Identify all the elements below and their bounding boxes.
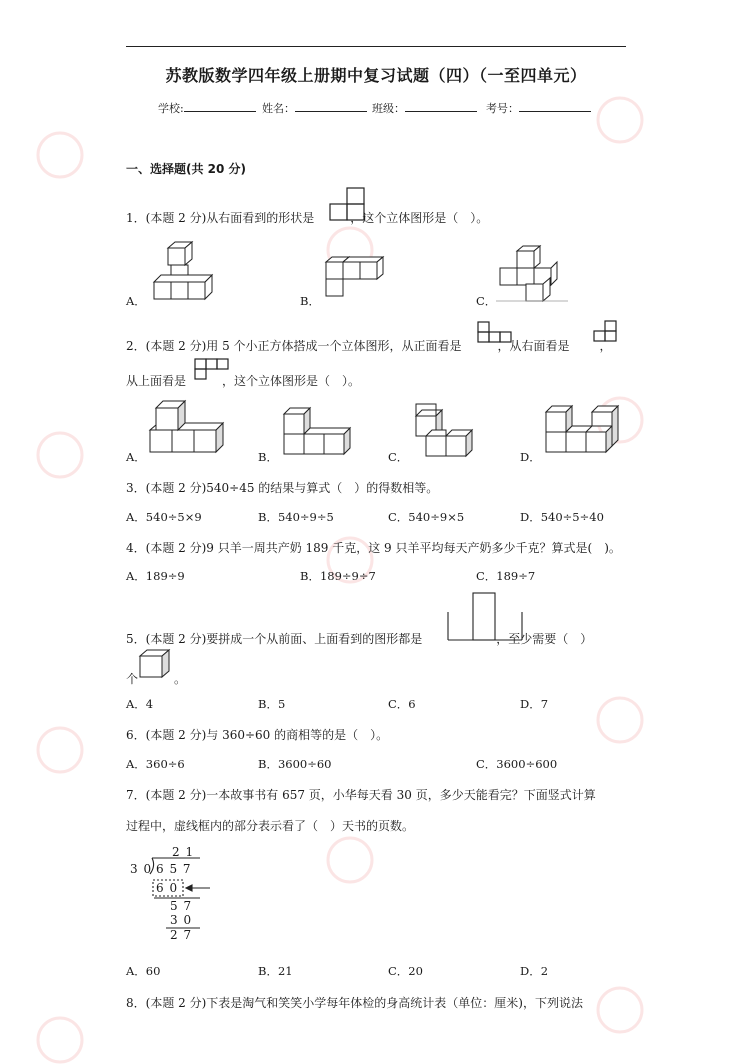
- q5-stem: 5．(本题 2 分)要拼成一个从前面、上面看到的图形都是 ，至少需要（ ）: [126, 632, 593, 646]
- q2-option-c-figure: [412, 402, 476, 458]
- q2-front-view-figure: [477, 321, 517, 343]
- division-quotient: 2 1: [172, 845, 195, 859]
- q2-option-b-figure: [280, 406, 352, 458]
- q1-option-c[interactable]: C．: [476, 294, 497, 308]
- q3-option-a[interactable]: A．540÷5×9: [126, 510, 202, 524]
- q3-option-c[interactable]: C．540÷9×5: [388, 510, 465, 524]
- q7-option-d[interactable]: D．2: [520, 964, 549, 978]
- q4-option-c[interactable]: C．189÷7: [476, 569, 536, 583]
- q3-option-d[interactable]: D．540÷5÷40: [520, 510, 604, 524]
- class-field[interactable]: 班级：: [372, 100, 477, 116]
- name-field[interactable]: 姓名：: [262, 100, 367, 116]
- section-title: 一、选择题(共 20 分): [126, 162, 247, 176]
- q7-option-a[interactable]: A．60: [126, 964, 161, 978]
- q2-option-b[interactable]: B．: [258, 450, 278, 464]
- q2-right-view-figure: [593, 320, 621, 342]
- q2-top-view-figure: [194, 358, 230, 382]
- q8-stem: 8．(本题 2 分)下表是淘气和笑笑小学每年体检的身高统计表（单位：厘米)，下列说法: [126, 996, 583, 1010]
- division-step-1: 6 0: [156, 881, 179, 895]
- q4-option-a[interactable]: A．189÷9: [126, 569, 185, 583]
- division-divisor: 3 0: [130, 862, 153, 876]
- q1-option-a[interactable]: A．: [126, 294, 146, 308]
- q1-stem: 1．(本题 2 分)从右面看到的形状是 ，这个立体图形是（ ）。: [126, 211, 489, 225]
- exam-number-field[interactable]: 考号：: [486, 100, 591, 116]
- q4-stem: 4．(本题 2 分)9 只羊一周共产奶 189 千克，这 9 只羊平均每天产奶多少千克？算式是( )。: [126, 541, 621, 555]
- q1-option-c-figure: [496, 246, 576, 302]
- q5-cube-icon: [138, 649, 172, 679]
- q2-option-a-figure: [146, 398, 230, 458]
- q6-stem: 6．(本题 2 分)与 360÷60 的商相等的是（ ）。: [126, 728, 389, 742]
- q6-option-a[interactable]: A．360÷6: [126, 757, 185, 771]
- q5-option-b[interactable]: B．5: [258, 697, 286, 711]
- q6-option-c[interactable]: C．3600÷600: [476, 757, 558, 771]
- q7-stem-line2: 过程中，虚线框内的部分表示看了（ ）天书的页数。: [126, 819, 415, 833]
- q1-option-a-figure: [150, 242, 220, 302]
- school-field[interactable]: 学校:: [158, 100, 256, 116]
- q5-option-d[interactable]: D．7: [520, 697, 549, 711]
- q2-stem-line2: 从上面看是 ，这个立体图形是（ ）。: [126, 374, 361, 388]
- division-step-3: 3 0: [170, 913, 193, 927]
- q3-option-b[interactable]: B．540÷9÷5: [258, 510, 334, 524]
- q4-option-b[interactable]: B．189÷9÷7: [300, 569, 376, 583]
- division-dividend: 6 5 7: [156, 862, 192, 876]
- q2-option-d-figure: [542, 404, 622, 458]
- q5-view-figure: [446, 592, 524, 642]
- q7-option-c[interactable]: C．20: [388, 964, 423, 978]
- q2-option-a[interactable]: A．: [126, 450, 146, 464]
- q2-option-c[interactable]: C．: [388, 450, 409, 464]
- q3-stem: 3．(本题 2 分)540÷45 的结果与算式（ ）的得数相等。: [126, 481, 439, 495]
- q7-option-b[interactable]: B．21: [258, 964, 293, 978]
- q5-option-c[interactable]: C．6: [388, 697, 416, 711]
- q1-option-b[interactable]: B．: [300, 294, 320, 308]
- header-rule: [126, 46, 626, 47]
- q5-option-a[interactable]: A．4: [126, 697, 154, 711]
- q2-stem-line1: 2．(本题 2 分)用 5 个小正方体搭成一个立体图形，从正面看是 ，从右面看是 ，: [126, 339, 612, 353]
- q5-stem-line2: 个 。: [126, 672, 187, 686]
- q1-right-view-figure: [330, 187, 366, 221]
- division-step-2: 5 7: [170, 899, 193, 913]
- page-title: 苏教版数学四年级上册期中复习试题（四）（一至四单元）: [165, 66, 587, 85]
- q1-option-b-figure: [322, 257, 392, 302]
- division-remainder: 2 7: [170, 928, 193, 942]
- q7-stem-line1: 7．(本题 2 分)一本故事书有 657 页，小华每天看 30 页，多少天能看完？下面竖式计算: [126, 788, 596, 802]
- q2-option-d[interactable]: D．: [520, 450, 541, 464]
- q6-option-b[interactable]: B．3600÷60: [258, 757, 332, 771]
